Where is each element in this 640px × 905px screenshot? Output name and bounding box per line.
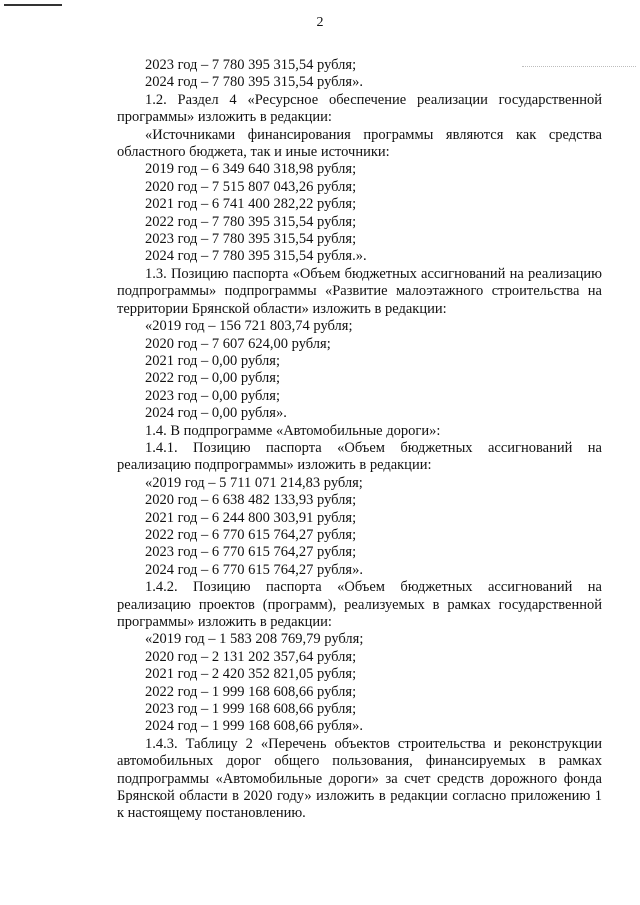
- text-line: 2019 год – 6 349 640 318,98 рубля;: [145, 161, 357, 178]
- text-line: 2022 год – 0,00 рубля;: [145, 370, 280, 387]
- text-line: 2020 год – 7 607 624,00 рубля;: [145, 335, 331, 352]
- text-line: «2019 год – 156 721 803,74 рубля;: [145, 318, 353, 335]
- text-line: 2022 год – 1 999 168 608,66 рубля;: [145, 683, 357, 700]
- text-line: 2020 год – 7 515 807 043,26 рубля;: [145, 178, 357, 195]
- text-line: 2021 год – 6 244 800 303,91 рубля;: [145, 509, 357, 526]
- text-line: 2023 год – 6 770 615 764,27 рубля;: [145, 544, 357, 561]
- paragraph-1-4-1: 1.4.1. Позицию паспорта «Объем бюджетных ассигнований на реализацию подпрограммы» изложить в редакции:: [117, 439, 602, 474]
- text-line: 2024 год – 7 780 395 315,54 рубля.».: [145, 248, 367, 265]
- text-line: 2022 год – 7 780 395 315,54 рубля;: [145, 213, 357, 230]
- paragraph-sources: «Источниками финансирования программы являются как средства областного бюджета, так и иные источники:: [117, 126, 602, 161]
- paragraph-1-3: 1.3. Позицию паспорта «Объем бюджетных ассигнований на реализацию подпрограммы» подпрограммы «Развитие малоэтажного строительства на территории Брянской области» изложить в редакции:: [117, 265, 602, 317]
- text-line: 2024 год – 1 999 168 608,66 рубля».: [145, 718, 363, 735]
- text-line: 2020 год – 2 131 202 357,64 рубля;: [145, 648, 357, 665]
- text-line: «2019 год – 1 583 208 769,79 рубля;: [145, 631, 364, 648]
- text-line: 2023 год – 7 780 395 315,54 рубля;: [145, 57, 357, 73]
- text-line: 2021 год – 2 420 352 821,05 рубля;: [145, 666, 357, 683]
- text-line: 2021 год – 6 741 400 282,22 рубля;: [145, 196, 357, 213]
- text-line: 2023 год – 1 999 168 608,66 рубля;: [145, 701, 357, 718]
- paragraph-1-4: 1.4. В подпрограмме «Автомобильные дороги»:: [145, 422, 441, 439]
- text-line: 2023 год – 0,00 рубля;: [145, 387, 280, 404]
- paragraph-1-2: 1.2. Раздел 4 «Ресурсное обеспечение реализации государственной программы» изложить в редакции:: [117, 91, 602, 126]
- text-line: 2024 год – 0,00 рубля».: [145, 405, 287, 422]
- text-line: «2019 год – 5 711 071 214,83 рубля;: [145, 474, 363, 491]
- text-line: 2020 год – 6 638 482 133,93 рубля;: [145, 492, 357, 509]
- document-body: [117, 57, 602, 823]
- top-border-line: [4, 4, 62, 6]
- page-number: 2: [316, 15, 324, 30]
- text-line: 2023 год – 7 780 395 315,54 рубля;: [145, 231, 357, 248]
- text-line: 2022 год – 6 770 615 764,27 рубля;: [145, 526, 357, 543]
- paragraph-1-4-2: 1.4.2. Позицию паспорта «Объем бюджетных ассигнований на реализацию проектов (программ), реализуемых в рамках государственной программы» изложить в редакции:: [117, 579, 602, 630]
- paragraph-1-4-3: 1.4.3. Таблицу 2 «Перечень объектов строительства и реконструкции автомобильных дорог общего пользования, финансируемых в рамках подпрограммы «Автомобильные дороги» за счет средств дорожного фонда Брянской области в 2020 году» изложить в редакции согласно приложению 1 к настоящему постановлению.: [117, 735, 602, 822]
- text-line: 2024 год – 6 770 615 764,27 рубля».: [145, 561, 363, 578]
- text-line: 2024 год – 7 780 395 315,54 рубля».: [145, 74, 363, 91]
- text-line: 2021 год – 0,00 рубля;: [145, 352, 280, 369]
